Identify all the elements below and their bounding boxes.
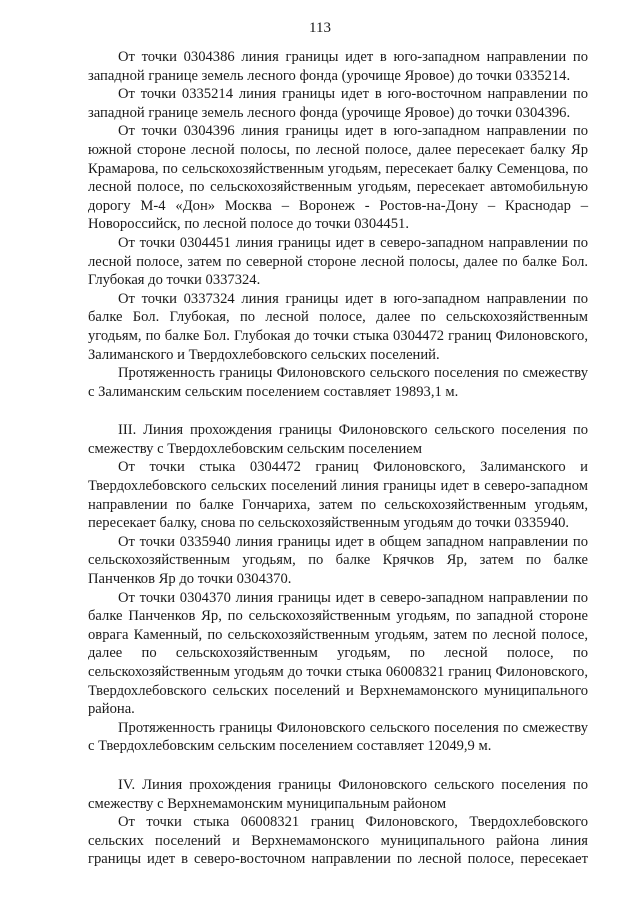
- paragraph: От точки стыка 0304472 границ Филоновского, Залиманского и Твердохлебовского сельских поселений линия границы идет в северо-западном направлении по балке Гончариха, затем по сельскохозяйственным угодьям, пересекает балку, снова по сельскохозяйственным угодьям до точки 0335940.: [88, 459, 588, 532]
- section-spacer: [88, 756, 588, 776]
- section-heading-iv: IV. Линия прохождения границы Филоновского сельского поселения по смежеству с Верхнемамонским муниципальным районом: [88, 776, 588, 812]
- paragraph-total-length: Протяженность границы Филоновского сельского поселения по смежеству с Твердохлебовским сельским поселением составляет 12049,9 м.: [88, 719, 588, 755]
- paragraph-total-length: Протяженность границы Филоновского сельского поселения по смежеству с Залиманским сельским поселением составляет 19893,1 м.: [88, 365, 588, 400]
- paragraph: От точки 0337324 линия границы идет в юго-западном направлении по балке Бол. Глубокая, по лесной полосе, далее по сельскохозяйственным угодьям, по балке Бол. Глубокая до точки стыка 0304472 границ Филоновского, Залиманского и Твердохлебовского сельских поселений.: [88, 290, 588, 363]
- page-number: 113: [309, 20, 331, 36]
- paragraph: От точки 0304396 линия границы идет в юго-западном направлении по южной стороне лесной полосы, по лесной полосе, далее пересекает балку Яр Крамарова, по сельскохозяйственным угодьям, пересекает балку Семенцова, по лесной полосе, по сельскохозяйственным угодьям, пересекает автомобильную дорогу М-4 «Дон» Москва – Воронеж - Ростов-на-Дону – Краснодар – Новороссийск, по лесной полосе до точки 0304451.: [88, 123, 588, 233]
- paragraph: От точки 0304451 линия границы идет в северо-западном направлении по лесной полосе, затем по северной стороне лесной полосы, далее по балке Бол. Глубокая до точки 0337324.: [88, 234, 588, 289]
- paragraph: От точки 0335214 линия границы идет в юго-восточном направлении по западной границе земель лесного фонда (урочище Яровое) до точки 0304396.: [88, 86, 588, 121]
- section-heading-iii: III. Линия прохождения границы Филоновского сельского поселения по смежеству с Твердохлебовским сельским поселением: [88, 422, 588, 457]
- paragraph: От точки 0304370 линия границы идет в северо-западном направлении по балке Панченков Яр, по сельскохозяйственным угодьям, по западной стороне оврага Каменный, по сельскохозяйственным угодьям, затем по лесной полосе, далее по сельскохозяйственным угодьям, по лесной полосе, по сельскохозяйственным угодьям до точки стыка 06008321 границ Филоновского, Твердохлебовского сельских поселений и Верхнемамонского муниципального района.: [88, 589, 588, 718]
- document-body: [88, 48, 588, 869]
- paragraph: От точки 0304386 линия границы идет в юго-западном направлении по западной границе земель лесного фонда (урочище Яровое) до точки 0335214.: [88, 49, 588, 84]
- paragraph: От точки 0335940 линия границы идет в общем западном направлении по сельскохозяйственным угодьям, по балке Крячков Яр, затем по балке Панченков Яр до точки 0304370.: [88, 533, 588, 588]
- paragraph: От точки стыка 06008321 границ Филоновского, Твердохлебовского сельских поселений и Верхнемамонского муниципального района линия границы идет в северо-восточном направлении по лесной полосе, пересекает: [88, 814, 588, 868]
- section-spacer: [88, 401, 588, 421]
